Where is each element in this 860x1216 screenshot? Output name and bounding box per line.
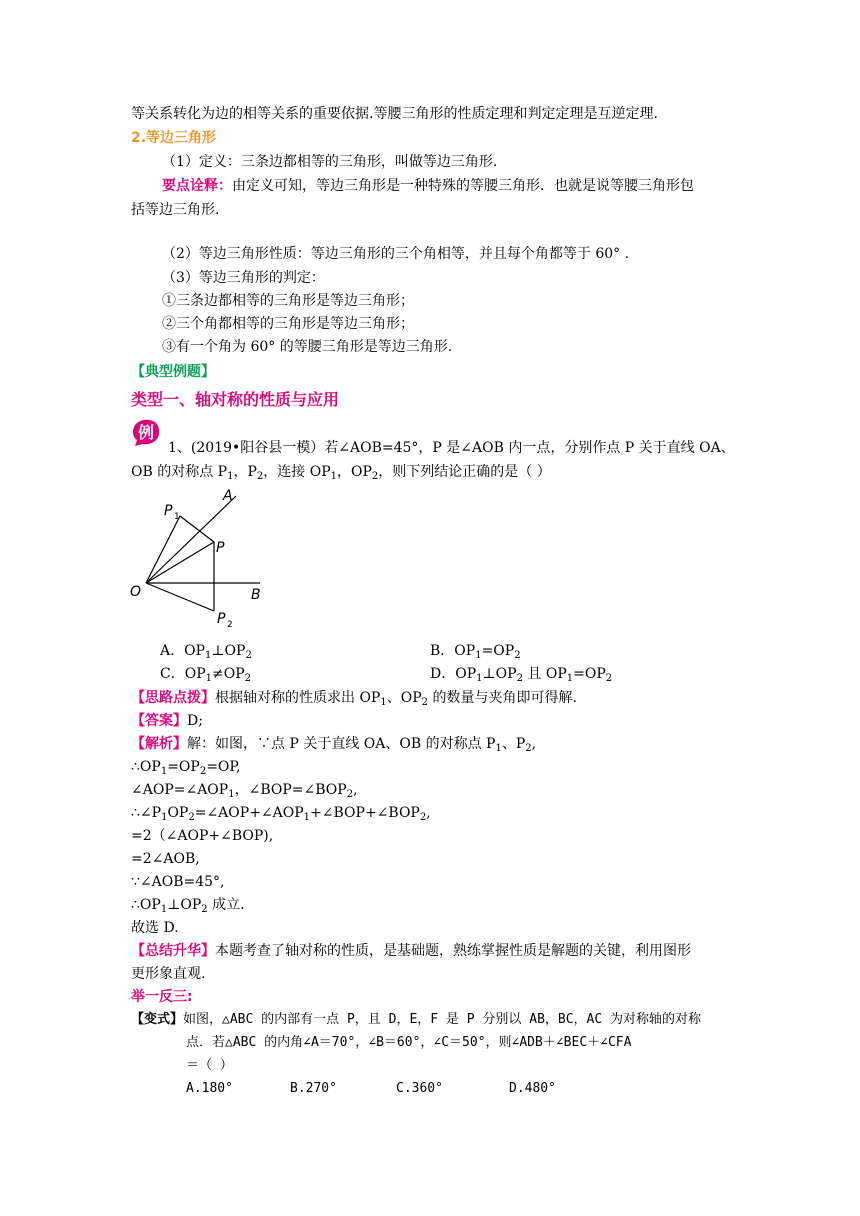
- label-P: P: [216, 540, 225, 556]
- judge-item-1: ①三条边都相等的三角形是等边三角形；: [162, 293, 414, 309]
- question-line-1: 1、(2019•阳谷县一模）若∠AOB=45°，P 是∠AOB 内一点，分别作点 P 关于直线 OA、: [168, 440, 735, 456]
- option-A[interactable]: A．$OP_1\perp OP_2$: [160, 643, 252, 661]
- typical-examples-heading: 【典型例题】: [131, 364, 215, 380]
- answer-label: 【答案】: [131, 713, 187, 729]
- analysis-label: 【解析】: [131, 736, 187, 752]
- analysis-line-6: =2∠AOB,: [131, 851, 200, 867]
- variant-option-B[interactable]: B.270°: [290, 1081, 337, 1096]
- definition-text: （1）定义：三条边都相等的三角形，叫做等边三角形.: [162, 154, 498, 170]
- analysis-line-1: 【解析】解：如图，∵点 P 关于直线 OA、OB 的对称点 $P_1$、$P_2$,: [131, 736, 537, 754]
- summary-label: 【总结升华】: [131, 943, 215, 959]
- hint-line: 【思路点拨】根据轴对称的性质求出 $OP_1$、$OP_2$ 的数量与夹角即可得解.: [131, 690, 577, 708]
- analysis-line-3: $\angle AOP=\angle AOP_1$，$\angle BOP=\angle BOP_2$,: [131, 782, 358, 800]
- segment-OP2: [146, 583, 214, 611]
- section-heading: 2.等边三角形: [131, 130, 217, 146]
- option-C[interactable]: C．$OP_1\ne OP_2$: [160, 666, 251, 684]
- variant-line-2: 点．若△ABC 的内角∠A＝70°，∠B＝60°，∠C＝50°，则∠ADB＋∠BEC＋∠CFA: [186, 1035, 632, 1050]
- label-A: A: [223, 488, 233, 504]
- analysis-line-2: $\therefore OP_1=OP_2=OP$,: [131, 759, 241, 777]
- example-badge-icon: [131, 417, 161, 447]
- judge-item-2: ②三个角都相等的三角形是等边三角形；: [162, 316, 414, 332]
- analysis-line-7: ∵∠AOB=45°,: [131, 874, 225, 890]
- hint-label: 【思路点拨】: [131, 690, 215, 706]
- type1-heading: 类型一、轴对称的性质与应用: [131, 390, 340, 409]
- segment-P1P: [180, 516, 214, 542]
- property-text: （2）等边三角形性质：等边三角形的三个角相等，并且每个角都等于 60° .: [162, 246, 630, 262]
- question-line-2: OB 的对称点 $P_1$，$P_2$，连接 $OP_1$，$OP_2$，则下列结论正确的是（ ）: [131, 464, 551, 482]
- judge-item-3: ③有一个角为 60° 的等腰三角形是等边三角形.: [162, 339, 453, 355]
- juyi-heading: 举一反三:: [131, 989, 193, 1005]
- key-point-text-cont: 括等边三角形.: [131, 202, 220, 218]
- analysis-line-9: 故选 D.: [131, 920, 179, 936]
- label-P2: P: [217, 611, 226, 627]
- analysis-line-8: $\therefore OP_1\perp OP_2$ 成立.: [131, 897, 245, 915]
- intro-text: 等关系转化为边的相等关系的重要依据.等腰三角形的性质定理和判定定理是互逆定理.: [131, 106, 658, 122]
- geometry-figure: [126, 486, 276, 634]
- label-B: B: [251, 587, 261, 603]
- option-B[interactable]: B．$OP_1=OP_2$: [430, 643, 521, 661]
- summary-line-1: 【总结升华】本题考查了轴对称的性质，是基础题，熟练掌握性质是解题的关键，利用图形: [131, 943, 691, 959]
- label-O: O: [130, 584, 142, 600]
- variant-line-1: 【变式】如图，△ABC 的内部有一点 P，且 D，E，F 是 P 分别以 AB，BC，AC 为对称轴的对称: [131, 1012, 702, 1027]
- variant-label: 【变式】: [131, 1012, 184, 1027]
- variant-line-3: ＝（ ）: [186, 1058, 233, 1073]
- variant-option-C[interactable]: C.360°: [396, 1081, 443, 1096]
- example-badge-text: 例: [137, 423, 155, 442]
- analysis-line-5: =2（∠AOP+∠BOP),: [131, 828, 274, 844]
- key-point-label: 要点诠释：: [162, 178, 232, 194]
- key-point-text: 由定义可知，等边三角形是一种特殊的等腰三角形．也就是说等腰三角形包: [232, 178, 694, 194]
- answer-line: [131, 711, 203, 731]
- option-D[interactable]: D．$OP_1\perp OP_2$ 且 $OP_1=OP_2$: [430, 666, 613, 684]
- judge-heading: （3）等边三角形的判定：: [162, 270, 325, 286]
- label-P1: P: [164, 503, 173, 519]
- label-P1-sub: 1: [174, 512, 180, 522]
- key-point-line: [162, 176, 694, 196]
- label-P2-sub: 2: [227, 620, 233, 630]
- summary-line-2: 更形象直观.: [131, 966, 206, 982]
- analysis-line-4: $\therefore\angle P_1OP_2=\angle AOP+\angle AOP_1+\angle BOP+\angle BOP_2$,: [131, 805, 431, 823]
- variant-option-A[interactable]: A.180°: [186, 1081, 233, 1096]
- answer-text: D;: [187, 713, 203, 729]
- variant-option-D[interactable]: D.480°: [509, 1081, 556, 1096]
